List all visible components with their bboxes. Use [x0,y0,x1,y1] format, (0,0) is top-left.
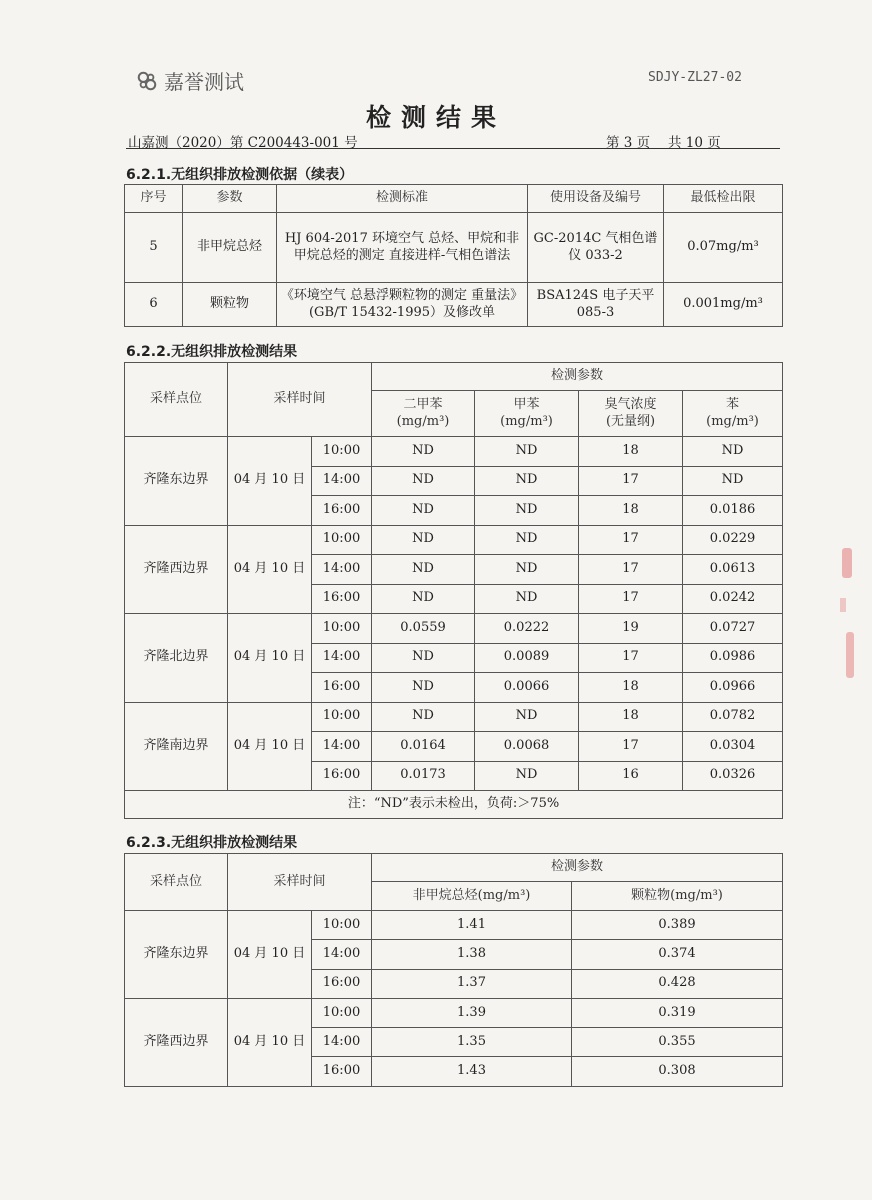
value-cell: ND [372,466,475,496]
value-cell: 17 [579,732,683,762]
stamp-mark [846,632,854,678]
col-header: 参数 [183,185,277,213]
results-table-particulate [124,853,783,1087]
param-header: 甲苯 (mg/m³) [475,391,579,437]
value-cell: 1.43 [372,1057,572,1086]
value-cell: ND [475,702,579,732]
value-cell: 19 [579,614,683,644]
value-cell: 0.374 [572,940,783,969]
time-cell: 16:00 [312,761,372,791]
table-row [125,614,783,644]
results-table-voc [124,362,783,819]
value-cell: 18 [579,673,683,703]
param-header: 臭气浓度 (无量纲) [579,391,683,437]
time-cell: 14:00 [312,1028,372,1057]
time-cell: 10:00 [312,911,372,940]
stamp-mark [840,598,846,612]
time-cell: 14:00 [312,555,372,585]
page-title: 检测结果 [365,103,506,132]
value-cell: 0.0782 [683,702,783,732]
table-header-row [125,363,783,391]
location-cell: 齐隆东边界 [125,437,228,526]
standards-table [124,184,783,327]
time-cell: 10:00 [312,525,372,555]
value-cell: 0.308 [572,1057,783,1086]
value-cell: 0.0304 [683,732,783,762]
col-header: 最低检出限 [664,185,783,213]
standard: HJ 604-2017 环境空气 总烃、甲烷和非甲烷总烃的测定 直接进样-气相色谱法 [277,213,528,283]
location-cell: 齐隆北边界 [125,614,228,703]
value-cell: ND [475,466,579,496]
col-header: 检测标准 [277,185,528,213]
table-row [125,283,783,327]
value-cell: 0.0173 [372,761,475,791]
value-cell: 0.0727 [683,614,783,644]
param-header: 二甲苯 (mg/m³) [372,391,475,437]
location-cell: 齐隆南边界 [125,702,228,791]
value-cell: 18 [579,496,683,526]
header-divider [126,148,780,149]
value-cell: 0.0089 [475,643,579,673]
value-cell: ND [475,437,579,467]
value-cell: ND [475,525,579,555]
value-cell: 18 [579,702,683,732]
value-cell: 0.389 [572,911,783,940]
date-cell: 04 月 10 日 [228,702,312,791]
value-cell: 18 [579,437,683,467]
col-header: 序号 [125,185,183,213]
table-row [125,525,783,555]
value-cell: ND [372,496,475,526]
value-cell: 0.0242 [683,584,783,614]
date-cell: 04 月 10 日 [228,998,312,1086]
value-cell: 1.41 [372,911,572,940]
table-note: 注：“ND”表示未检出，负荷:＞75% [125,791,783,819]
time-cell: 14:00 [312,466,372,496]
section3-title: 6.2.3.无组织排放检测结果 [126,835,298,851]
table-header-row [125,185,783,213]
value-cell: 17 [579,555,683,585]
col-header-params: 检测参数 [372,854,783,882]
value-cell: ND [683,437,783,467]
table-row [125,437,783,467]
value-cell: 0.0966 [683,673,783,703]
time-cell: 10:00 [312,437,372,467]
value-cell: 0.0186 [683,496,783,526]
value-cell: 0.355 [572,1028,783,1057]
time-cell: 16:00 [312,1057,372,1086]
col-header-time: 采样时间 [228,363,372,437]
value-cell: 0.0068 [475,732,579,762]
row-number: 5 [125,213,183,283]
col-header-location: 采样点位 [125,854,228,911]
time-cell: 14:00 [312,732,372,762]
value-cell: 0.0559 [372,614,475,644]
logo-text: 嘉誉测试 [164,70,244,94]
location-cell: 齐隆西边界 [125,525,228,614]
col-header: 使用设备及编号 [528,185,664,213]
value-cell: ND [372,584,475,614]
value-cell: 0.0164 [372,732,475,762]
time-cell: 16:00 [312,496,372,526]
date-cell: 04 月 10 日 [228,911,312,999]
detection-limit: 0.07mg/m³ [664,213,783,283]
value-cell: 0.0066 [475,673,579,703]
value-cell: ND [475,761,579,791]
report-number: 山嘉测（2020）第 C200443-001 号 [128,135,358,151]
time-cell: 16:00 [312,673,372,703]
value-cell: ND [372,702,475,732]
col-header-location: 采样点位 [125,363,228,437]
table-row [125,702,783,732]
parameter: 非甲烷总烃 [183,213,277,283]
value-cell: ND [372,643,475,673]
value-cell: ND [372,525,475,555]
value-cell: ND [372,437,475,467]
section1-title: 6.2.1.无组织排放检测依据（续表） [126,167,354,183]
date-cell: 04 月 10 日 [228,614,312,703]
table-header-row [125,854,783,882]
value-cell: 0.0229 [683,525,783,555]
value-cell: ND [372,673,475,703]
value-cell: ND [372,555,475,585]
section2-title: 6.2.2.无组织排放检测结果 [126,344,298,360]
parameter: 颗粒物 [183,283,277,327]
location-cell: 齐隆东边界 [125,911,228,999]
doc-code: SDJY-ZL27-02 [648,70,742,85]
date-cell: 04 月 10 日 [228,525,312,614]
company-logo [136,66,244,95]
value-cell: 1.35 [372,1028,572,1057]
param-header: 颗粒物(mg/m³) [572,882,783,911]
table-row [125,213,783,283]
time-cell: 16:00 [312,584,372,614]
value-cell: 16 [579,761,683,791]
date-cell: 04 月 10 日 [228,437,312,526]
time-cell: 10:00 [312,614,372,644]
value-cell: 17 [579,643,683,673]
param-header: 非甲烷总烃(mg/m³) [372,882,572,911]
value-cell: ND [475,496,579,526]
time-cell: 10:00 [312,702,372,732]
value-cell: 1.39 [372,998,572,1027]
time-cell: 10:00 [312,998,372,1027]
value-cell: ND [475,584,579,614]
time-cell: 14:00 [312,940,372,969]
stamp-mark [842,548,852,578]
value-cell: 17 [579,584,683,614]
standard: 《环境空气 总悬浮颗粒物的测定 重量法》(GB/T 15432-1995）及修改单 [277,283,528,327]
value-cell: 17 [579,466,683,496]
location-cell: 齐隆西边界 [125,998,228,1086]
value-cell: 1.38 [372,940,572,969]
logo-icon [136,70,158,92]
value-cell: 1.37 [372,969,572,998]
param-header: 苯 (mg/m³) [683,391,783,437]
col-header-time: 采样时间 [228,854,372,911]
equipment: BSA124S 电子天平 085-3 [528,283,664,327]
time-cell: 16:00 [312,969,372,998]
row-number: 6 [125,283,183,327]
time-cell: 14:00 [312,643,372,673]
page-info: 第 3 页 共 10 页 [606,135,721,151]
detection-limit: 0.001mg/m³ [664,283,783,327]
table-row [125,911,783,940]
table-row [125,998,783,1027]
value-cell: 0.0222 [475,614,579,644]
value-cell: 0.319 [572,998,783,1027]
value-cell: ND [475,555,579,585]
value-cell: 0.428 [572,969,783,998]
value-cell: 0.0613 [683,555,783,585]
value-cell: 17 [579,525,683,555]
value-cell: ND [683,466,783,496]
value-cell: 0.0326 [683,761,783,791]
equipment: GC-2014C 气相色谱仪 033-2 [528,213,664,283]
col-header-params: 检测参数 [372,363,783,391]
table-note-row [125,791,783,819]
value-cell: 0.0986 [683,643,783,673]
